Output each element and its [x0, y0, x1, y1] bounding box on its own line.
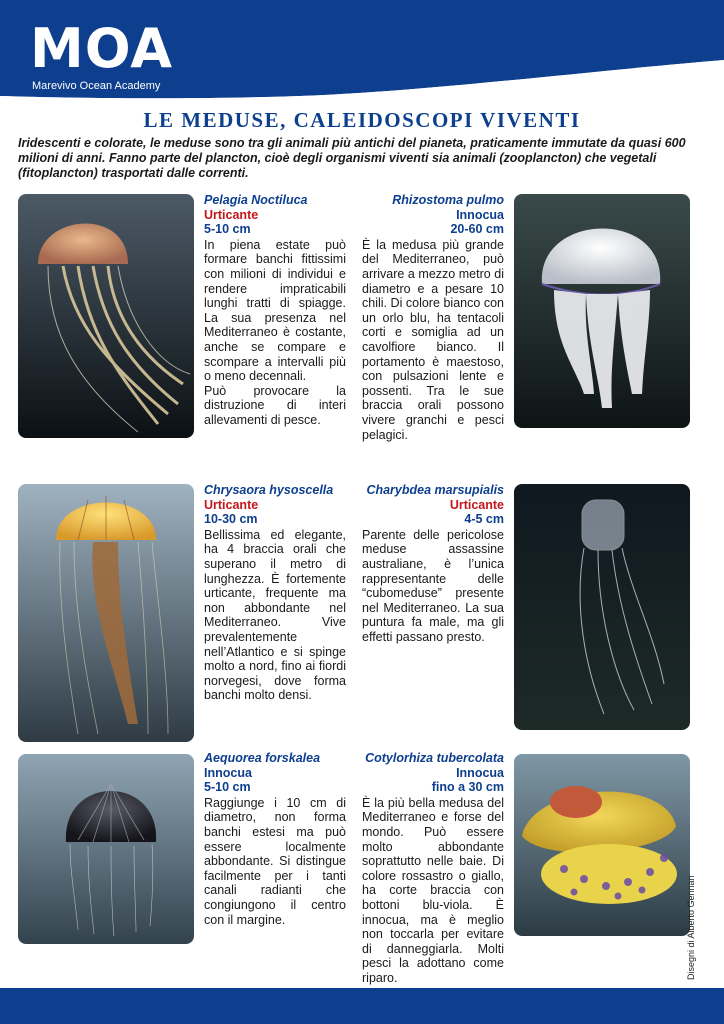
status-label: Urticante [204, 207, 259, 222]
species-name: Aequorea forskalea [204, 751, 321, 765]
moa-logo [30, 17, 180, 94]
size-label: fino a 30 cm [431, 780, 504, 795]
page-title: LE MEDUSE, CALEIDOSCOPI VIVENTI [143, 108, 581, 132]
species-name: Pelagia Noctiluca [204, 193, 308, 207]
cotylorhiza-card [362, 751, 504, 986]
species-description: In piena estate può formare banchi fittissimi con milioni di individui e rendere impraticabili lunghi tratti di spiagge. La sua presenza nel Mediterraneo è costante, anche se compare e scompare a intervalli più o meno decennali. Può provocare la distruzione di interi allevamenti di pesce. [204, 237, 346, 427]
species-description: Parente delle pericolose meduse assassine australiane, è l’unica rappresentante delle “cubomeduse” presente nel Mediterraneo. La sua puntura fa male, ma gli effetti passano presto. [362, 527, 504, 644]
pelagia-card [204, 193, 346, 428]
charybdea-card [362, 483, 504, 645]
header-banner [0, 0, 724, 112]
species-name: Chrysaora hysoscella [204, 483, 334, 497]
footer-bar [0, 988, 724, 1024]
size-label: 10-30 cm [204, 512, 258, 527]
intro-paragraph: Iridescenti e colorate, le meduse sono tra gli animali più antichi del pianeta, praticamente immutate da quasi 600 milioni di anni. Fanno parte del plancton, cioè degli organismi viventi sia animali (zooplancton) che vegetali (fitoplancton) trasportati dalle correnti. [18, 136, 686, 180]
size-label: 4-5 cm [464, 512, 504, 527]
status-label: Innocua [456, 765, 504, 780]
status-label: Innocua [204, 765, 252, 780]
illustration-credit: Disegni di Alberto Gennari [686, 875, 696, 980]
rhizostoma-illustration [514, 194, 690, 428]
species-description: Bellissima ed elegante, ha 4 braccia orali che superano il metro di lunghezza. È fortemente urticante, frequente ma non abbondante nel Mediterraneo. Vive prevalentemente nell’Atlantico e si spinge molto a nord, fino ai fiordi norvegesi, dove forma banchi molto densi. [204, 527, 346, 703]
species-description: Raggiunge i 10 cm di diametro, non forma banchi estesi ma può essere localmente abbondante. Si distingue facilmente per i tanti canali radianti che congiungono il centro con il margine. [204, 795, 346, 927]
aequorea-illustration [18, 754, 194, 944]
logo-subtitle: Marevivo Ocean Academy [32, 80, 161, 92]
species-description: È la più bella medusa del Mediterraneo e forse del mondo. Può essere molto abbondante soprattutto nelle baie. Di colore rossastro o giallo, ha corte braccia con bottoni blu-viola. È innocua, ma è meglio non toccarla per evitare di danneggiarla. Molti pesci la adottano come riparo. [362, 795, 504, 985]
species-name: Charybdea marsupialis [366, 483, 504, 497]
logo-mark: MOA [30, 17, 173, 80]
chrysaora-card [204, 483, 346, 703]
pelagia-illustration [18, 194, 194, 438]
species-name: Cotylorhiza tubercolata [365, 751, 504, 765]
chrysaora-illustration [18, 484, 194, 742]
size-label: 20-60 cm [450, 222, 504, 237]
charybdea-illustration [514, 484, 690, 730]
species-name: Rhizostoma pulmo [392, 193, 504, 207]
species-description: È la medusa più grande del Mediterraneo, può arrivare a mezzo metro di diametro e a pesare 10 chili. Di colore bianco con un orlo blu, ha tentacoli corti e somiglia ad un cavolfiore bianco. Il portamento è maestoso, con pulsazioni lente e possenti. Tra le sue braccia orali possono vivere granchi e pesci pelagici. [362, 237, 504, 442]
size-label: 5-10 cm [204, 222, 251, 237]
rhizostoma-card [362, 193, 504, 442]
status-label: Innocua [456, 207, 504, 222]
status-label: Urticante [204, 497, 259, 512]
size-label: 5-10 cm [204, 780, 251, 795]
aequorea-card [204, 751, 346, 927]
status-label: Urticante [449, 497, 504, 512]
cotylorhiza-illustration [514, 754, 690, 936]
